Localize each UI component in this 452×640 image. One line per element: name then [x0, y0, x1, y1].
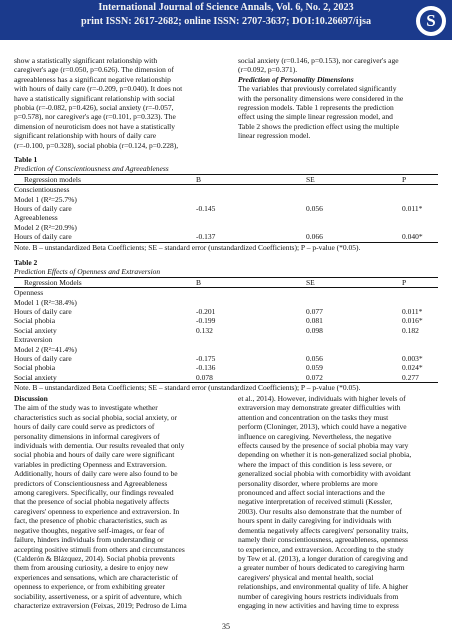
table-cell: Hours of daily care [14, 232, 72, 242]
table-1-title: Table 1 [14, 155, 38, 164]
body-text-line: accepting positive stimuli from others and circumstances [14, 544, 185, 554]
journal-logo [414, 4, 448, 38]
body-text-line: effect using the simple linear regression model, and [238, 112, 393, 122]
body-text-line: The variables that previously correlated significantly [238, 84, 397, 94]
body-text-line: with hours of daily care (r=-0.209, p=0.040). It does not [14, 84, 183, 94]
table-row [14, 363, 438, 372]
table-cell: 0.077 [306, 306, 323, 316]
body-text-line: caregiver's age (r=0.050, p=0.626). The dimension of [14, 65, 175, 75]
body-text-line: extraversion may demonstrate greater difficulties with [238, 403, 401, 413]
body-text-line: engaging in new activities and having time to express [238, 600, 399, 610]
body-text-line: social phobia and hours of daily care were significant [14, 450, 175, 460]
body-text-line: sociability, assertiveness, or a spirit of adventure, which [14, 591, 182, 601]
body-text-line: phobia (r=-0.082, p=0.426), social anxiety (r=-0.057, [14, 103, 174, 113]
body-text-line: (Calderón & Blázquez, 2014). Social phobia prevents [14, 553, 175, 563]
table-row [14, 298, 438, 307]
body-text-line: dimension of neuroticism does not have a statistically [14, 121, 176, 131]
table-cell: 0.024* [402, 363, 423, 373]
body-text-line: among caregivers. Specifically, our findings revealed [14, 488, 174, 498]
body-text-line: agreeableness has a significant negative relationship [14, 74, 171, 84]
table-cell: Hours of daily care [14, 353, 72, 363]
body-text-line: fact, the presence of phobic characteristics, such as [14, 516, 168, 526]
right-column-top [238, 56, 438, 141]
body-text-line: characterize extraversion (Feixas, 2019; Pedroso de Lima [14, 600, 187, 610]
page-number: 35 [222, 622, 230, 631]
table-cell: 0.016* [402, 316, 423, 326]
journal-logo-letter: S [420, 10, 442, 32]
table-header-cell: P [402, 174, 407, 184]
body-text-line: social anxiety (r=0.146, p=0.153), nor caregiver's age [238, 56, 399, 65]
table-cell: -0.145 [196, 203, 216, 213]
body-text-line: have a statistically significant relationship with social [14, 93, 175, 103]
table-row [14, 373, 438, 382]
body-text-line: negative interpretation of received stimuli (Kessler, [238, 497, 393, 507]
body-text-line: generalized social phobia with comorbidity with avoidant [238, 469, 411, 479]
table-row [14, 326, 438, 335]
body-text-line: negative thoughts, negative self-images, or fear of [14, 525, 165, 535]
body-text-line: namely their conscientiousness, agreeableness, openness [238, 535, 408, 545]
table-2-note: Note. B – unstandardized Beta Coefficients; SE – standard error (unstandardized Coefficients); P – p-value (*0.05). [14, 383, 361, 393]
table-cell: Openness [14, 288, 44, 298]
table-cell: 0.056 [306, 353, 323, 363]
table-1-caption: Prediction of Conscientiousness and Agreeableness [14, 164, 169, 174]
body-text-line: pronounced and affect social interactions and the [238, 488, 385, 498]
table-2-caption: Prediction Effects of Openness and Extraversion [14, 267, 161, 277]
body-text-line: perform (Cloninger, 2013), which could have a negative [238, 422, 407, 432]
discussion-heading: Discussion [14, 394, 48, 403]
table-row [14, 345, 438, 354]
table-cell: 0.081 [306, 316, 323, 326]
table-cell: 0.059 [306, 363, 323, 373]
body-text-line: personality disorder, where problems are more [238, 478, 378, 488]
table-row [14, 204, 438, 213]
table-rule [14, 382, 438, 383]
body-text-line: caregivers' physical and mental health, social [238, 572, 374, 582]
table-cell: Model 2 (R²=41.4%) [14, 344, 77, 354]
table-cell: Hours of daily care [14, 306, 72, 316]
table-cell: Social phobia [14, 316, 56, 326]
table-row [14, 223, 438, 232]
table-cell: -0.201 [196, 306, 216, 316]
table-row [14, 335, 438, 344]
table-cell: 0.003* [402, 353, 423, 363]
table-cell: Agreeableness [14, 213, 58, 223]
table-header-row [14, 175, 438, 184]
body-text-line: (r=-0.100, p=0.328), social phobia (r=0.124, p=0.228), [14, 140, 179, 150]
body-text-line: openness to experience, or from exhibiting greater [14, 582, 165, 592]
table-header-cell: B [196, 277, 202, 287]
table-row [14, 316, 438, 325]
table-row [14, 354, 438, 363]
body-text-line: caregivers' openness to experience and extraversion. In [14, 506, 180, 516]
table-cell: 0.132 [196, 325, 213, 335]
body-text-line: depending on whether it is non-generalized social phobia, [238, 450, 412, 460]
table-2-title: Table 2 [14, 258, 38, 267]
table-cell: Conscientiousness [14, 185, 70, 195]
table-row [14, 213, 438, 222]
body-text-line: them from arousing curiosity, a desire to enjoy new [14, 563, 169, 573]
body-text-line: predictors of Conscientiousness and Agreeableness [14, 478, 168, 488]
body-text-line: a greater number of hours dedicated to caregiving harm [238, 563, 405, 573]
table-cell: Social phobia [14, 363, 56, 373]
table-header-cell: B [196, 174, 202, 184]
table-cell: Social anxiety [14, 372, 57, 382]
body-text-line: experiences and sensations, which are characteristic of [14, 572, 178, 582]
table-cell: 0.098 [306, 325, 323, 335]
body-text-line: p=0.578), nor caregiver's age (r=0.101, p=0.323). The [14, 112, 176, 122]
body-text-line: dementia negatively affects caregivers' personality traits, [238, 525, 409, 535]
body-text-line: personality dimensions in informal caregivers of [14, 431, 160, 441]
body-text-line: Table 2 shows the prediction effect using the multiple [238, 121, 399, 131]
body-text-line: failure, hinders individuals from understanding or [14, 535, 164, 545]
table-cell: 0.011* [402, 203, 423, 213]
table-1-grid [14, 174, 438, 243]
journal-issn: print ISSN: 2617-2682; online ISSN: 2707-3637; DOI:10.26697/ijsa [80, 16, 372, 27]
body-text-line: significant relationship with hours of daily care [14, 131, 157, 141]
table-1-note: Note. B – unstandardized Beta Coefficients; SE – standard error (unstandardized Coefficients); P – p-value (*0.05). [14, 242, 361, 252]
body-text-line: The aim of the study was to investigate whether [14, 403, 158, 413]
body-text-line: hours of daily care could serve as predictors of [14, 422, 155, 432]
table-cell: Model 1 (R²=25.7%) [14, 194, 77, 204]
body-text-line: show a statistically significant relationship with [14, 56, 158, 65]
table-header-cell: SE [306, 277, 315, 287]
body-text-line: hours spent in daily caregiving for individuals with [238, 516, 392, 526]
body-text-line: effects caused by the presence of social phobia may vary [238, 441, 409, 451]
table-2 [14, 258, 438, 393]
discussion-right-column [238, 394, 438, 610]
table-cell: -0.136 [196, 363, 216, 373]
table-cell: -0.137 [196, 232, 216, 242]
table-row [14, 185, 438, 194]
body-text-line: (r=0.092, p=0.371). [238, 65, 298, 75]
table-cell: Model 1 (R²=38.4%) [14, 297, 77, 307]
table-cell: 0.072 [306, 372, 323, 382]
table-cell: 0.182 [402, 325, 419, 335]
table-header-cell: P [402, 277, 407, 287]
table-cell: Social anxiety [14, 325, 57, 335]
journal-title: International Journal of Science Annals, Vol. 6, No. 2, 2023 [98, 2, 354, 13]
table-cell: Extraversion [14, 335, 53, 345]
body-text-line: linear regression model. [238, 131, 311, 141]
table-cell: 0.277 [402, 372, 419, 382]
table-cell: 0.078 [196, 372, 213, 382]
table-cell: 0.066 [306, 232, 323, 242]
section-heading-prediction: Prediction of Personality Dimensions [238, 74, 354, 84]
body-text-line: attention and concentration on the tasks they must [238, 412, 389, 422]
table-cell: -0.199 [196, 316, 216, 326]
table-cell: Model 2 (R²=20.9%) [14, 222, 77, 232]
journal-header [0, 0, 452, 40]
body-text-line: relationships, and environmental quality of life. A higher [238, 582, 409, 592]
body-text-line: regression models. Table 1 represents the prediction [238, 103, 394, 113]
body-text-line: et al., 2014). However, individuals with higher levels of [238, 394, 406, 403]
table-row [14, 288, 438, 297]
table-header-cell: SE [306, 174, 315, 184]
body-text-line: to experience, and extraversion. According to the study [238, 544, 404, 554]
table-header-cell: Regression Models [24, 277, 82, 287]
table-cell: 0.011* [402, 306, 423, 316]
body-text-line: that the presence of social phobia negatively affects [14, 497, 170, 507]
table-row [14, 307, 438, 316]
body-text-line: with the personality dimensions were considered in the [238, 93, 404, 103]
table-header-cell: Regression models [24, 174, 81, 184]
discussion-left-column [14, 394, 214, 610]
left-column-top [14, 56, 214, 150]
body-text-line: characteristics such as social phobia, social anxiety, or [14, 412, 177, 422]
body-text-line: 2003). Our results also demonstrate that the number of [238, 506, 402, 516]
body-text-line: influence on caregiving. Nevertheless, the negative [238, 431, 392, 441]
body-text-line: where the impact of this condition is less severe, or [238, 459, 392, 469]
body-text-line: individuals with dementia. Our results revealed that only [14, 441, 185, 451]
body-text-line: by Tew et al. (2013), a longer duration of caregiving and [238, 553, 408, 563]
table-header-row [14, 278, 438, 287]
table-row [14, 195, 438, 204]
table-cell: 0.056 [306, 203, 323, 213]
body-text-line: variables in predicting Openness and Extraversion. [14, 459, 167, 469]
table-row [14, 232, 438, 241]
table-cell: -0.175 [196, 353, 216, 363]
body-text-line: number of caregiving hours restricts individuals from [238, 591, 399, 601]
table-cell: Hours of daily care [14, 203, 72, 213]
table-1 [14, 155, 438, 252]
table-rule [14, 242, 438, 243]
body-text-line: Additionally, hours of daily care were also found to be [14, 469, 178, 479]
table-2-grid [14, 277, 438, 383]
table-cell: 0.040* [402, 232, 423, 242]
